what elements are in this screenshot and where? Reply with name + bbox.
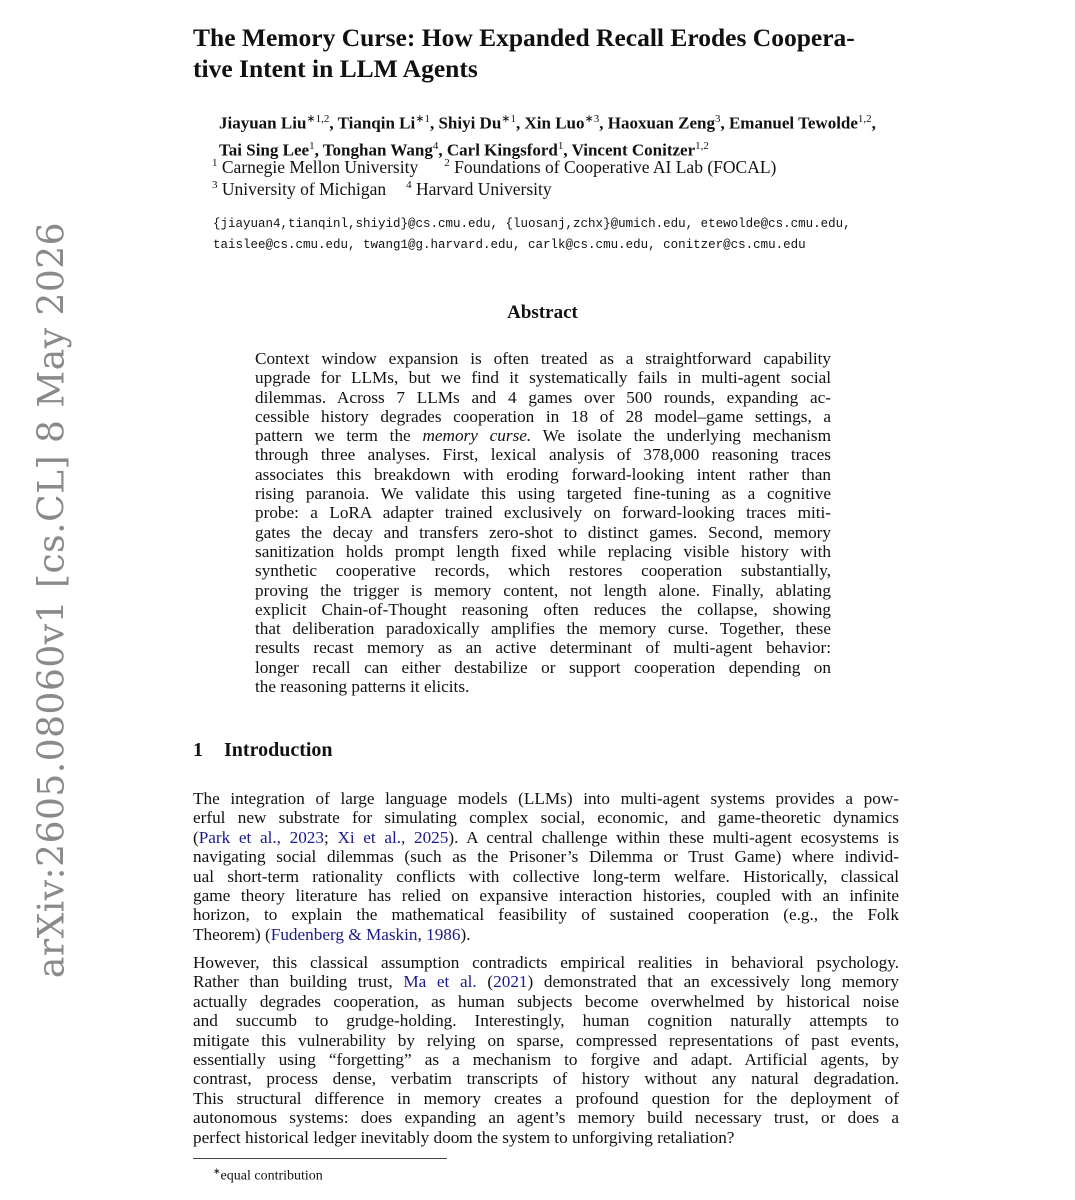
paragraph-line: autonomous systems: does expanding an agent’s memory build necessary trust, or does a (193, 1108, 899, 1128)
abstract-line: rising paranoia. We validate this using targeted fine-tuning as a cognitive (255, 484, 831, 504)
abstract-text (255, 349, 831, 696)
footnote-text: equal contribution (220, 1168, 323, 1184)
citation-link[interactable]: Park et al., 2023 (198, 827, 324, 847)
footnote-rule (193, 1158, 447, 1159)
citation-link[interactable]: Fudenberg & Maskin (270, 924, 418, 944)
paragraph-line: (Park et al., 2023; Xi et al., 2025). A central challenge within these multi-agent ecosystems is (193, 827, 899, 847)
abstract-line: pattern we term the memory curse. We isolate the underlying mechanism (255, 426, 831, 446)
author-affil-mark: ∗3 (584, 113, 600, 125)
paragraph-line: navigating social dilemmas (such as the Prisoner’s Dilemma or Trust Game) where individ- (193, 847, 899, 867)
author-affil-mark: ∗1,2 (306, 113, 330, 125)
affiliation-name: University of Michigan (221, 178, 387, 199)
affiliation-number: 4 (406, 179, 412, 191)
author-affil-mark: 4 (432, 139, 439, 152)
abstract-heading: Abstract (507, 302, 578, 323)
abstract-line: gates the decay and transfers zero-shot to distinct games. Second, memory (255, 522, 831, 542)
author-name: Tianqin Li (337, 113, 416, 133)
paragraph-line: perfect historical ledger inevitably doom the system to unforgiving retaliation? (193, 1127, 735, 1147)
arxiv-stamp: arXiv:2605.08060v1 [cs.CL] 8 May 2026 (31, 221, 73, 979)
abstract-line: probe: a LoRA adapter trained exclusively on forward-looking traces miti- (255, 503, 831, 523)
abstract-line: longer recall can either destabilize or support cooperation depending on (255, 657, 831, 677)
author-line-1: Jiayuan Liu$^{∗1,2}$, Tianqin $Li^{∗1}$, Shiyi $Du^{∗1}$, Xin Luo$^{∗3}$, Haoxuan Zeng$^3$, Emanuel Tewolde$^{1,2}$, (219, 113, 876, 133)
section-number: 1 (193, 739, 203, 761)
affiliation-number: 1 (212, 157, 218, 169)
section-title: Introduction (224, 739, 333, 761)
affiliation-name: Carnegie Mellon University (221, 156, 419, 177)
abstract-line: sanitization holds prompt length fixed while replacing visible history with (255, 541, 831, 561)
affiliation-line-2 (212, 174, 932, 200)
affiliation-number: 2 (444, 157, 450, 169)
abstract-line: the reasoning patterns it elicits. (255, 677, 470, 697)
intro-paragraph-1 (193, 789, 899, 944)
email-line-1: {jiayuan4,tianqinl,shiyid}@cs.cmu.edu, {luosanj,zchx}@umich.edu, etewolde@cs.cmu.edu, (213, 217, 851, 231)
abstract-line: dilemmas. Across 7 LLMs and 4 games over 500 rounds, expanding ac- (255, 387, 831, 407)
paragraph-line: and succumb to grudge-holding. Interestingly, human cognition naturally attempts to (193, 1011, 899, 1031)
paragraph-line: game theory literature has relied on expansive interaction histories, coupled with an infinite (193, 886, 899, 906)
author-name: Vincent Conitzer (571, 140, 696, 160)
email-line-2: taislee@cs.cmu.edu, twang1@g.harvard.edu, carlk@cs.cmu.edu, conitzer@cs.cmu.edu (213, 238, 806, 252)
paragraph-line: actually degrades cooperation, as human subjects become overwhelmed by historical noise (193, 991, 899, 1011)
citation-link[interactable]: Ma et al. (403, 972, 477, 992)
author-emails (213, 214, 933, 256)
citation-link[interactable]: 2021 (493, 972, 528, 992)
paragraph-line: mitigate this vulnerability by relying on sparse, compressed representations of past events, (193, 1030, 899, 1050)
abstract-line: proving the trigger is memory content, not length alone. Finally, ablating (255, 580, 831, 600)
author-line-2: Tai Sing Lee$^1$, Tonghan Wang$^4$, Carl Kingsford$^1$, Vincent Conitzer$^{1,2}$ (219, 139, 709, 160)
abstract-line: synthetic cooperative records, which restores cooperation substantially, (255, 561, 831, 581)
author-affil-mark: 1 (557, 139, 564, 152)
intro-paragraph-2 (193, 953, 899, 1147)
author-name: Xin Luo (524, 113, 585, 133)
abstract-line: cessible history degrades cooperation in 18 of 28 model–game settings, a (255, 406, 831, 426)
author-name: Tai Sing Lee (219, 140, 310, 160)
paper-title (193, 22, 933, 84)
abstract-line: associates this breakdown with eroding forward-looking intent rather than (255, 464, 831, 484)
author-affil-mark: ∗1 (501, 113, 517, 125)
abstract-line: results recast memory as an active determinant of multi-agent behavior: (255, 638, 831, 658)
emphasized-term: memory curse. (422, 426, 532, 446)
affiliation-name: Harvard University (416, 178, 552, 199)
footnote-mark: ∗ (213, 1166, 221, 1176)
title-line-2: tive Intent in LLM Agents (193, 54, 478, 83)
author-affil-mark: 3 (714, 113, 721, 125)
affiliation-number: 3 (212, 179, 218, 191)
author-name: Jiayuan Liu (219, 113, 307, 133)
abstract-line: explicit Chain-of-Thought reasoning often reduces the collapse, showing (255, 599, 831, 619)
paragraph-line: The integration of large language models (LLMs) into multi-agent systems provides a pow- (193, 789, 899, 808)
abstract-line: Context window expansion is often treated as a straightforward capability (255, 349, 831, 368)
author-name: Shiyi Du (438, 113, 502, 133)
abstract-line: that deliberation paradoxically amplifies the memory curse. Together, these (255, 619, 831, 639)
footnote (213, 1162, 323, 1186)
affiliation-name: Foundations of Cooperative AI Lab (FOCAL) (454, 156, 777, 177)
citation-link[interactable]: Xi et al., 2025 (337, 827, 449, 847)
author-affil-mark: 1 (309, 139, 315, 152)
abstract-line: through three analyses. First, lexical analysis of 378,000 reasoning traces (255, 445, 831, 465)
paragraph-line: This structural difference in memory creates a profound question for the deployment of (193, 1088, 899, 1108)
paragraph-line: However, this classical assumption contradicts empirical realities in behavioral psychology. (193, 953, 899, 972)
citation-link[interactable]: 1986 (426, 924, 461, 944)
paragraph-line: Rather than building trust, Ma et al. (2021) demonstrated that an excessively long memory (193, 972, 899, 992)
paragraph-line: horizon, to explain the mathematical feasibility of sustained cooperation (e.g., the Folk (193, 905, 899, 925)
paragraph-line: essentially using “forgetting” as a mechanism to forgive and adapt. Artificial agents, by (193, 1050, 899, 1070)
author-name: Tonghan Wang (322, 140, 433, 160)
paragraph-line: contrast, process dense, verbatim transcripts of history without any natural degradation. (193, 1069, 899, 1089)
abstract-line: upgrade for LLMs, but we find it systematically fails in multi-agent social (255, 368, 831, 388)
author-affil-mark: 1,2 (695, 139, 709, 152)
author-affil-mark: 1,2 (857, 113, 872, 125)
title-line-1: The Memory Curse: How Expanded Recall Erodes Coopera- (193, 23, 855, 52)
paragraph-line: erful new substrate for simulating complex social, economic, and game-theoretic dynamics (193, 808, 899, 828)
paragraph-line: ual short-term rationality conflicts with collective long-term welfare. Historically, classical (193, 866, 899, 886)
paragraph-line: Theorem) (Fudenberg & Maskin, 1986). (193, 924, 471, 944)
author-name: Carl Kingsford (446, 140, 558, 160)
section-heading-introduction (193, 739, 333, 762)
author-name: Haoxuan Zeng (607, 113, 715, 133)
author-name: Emanuel Tewolde (728, 113, 858, 133)
author-affil-mark: ∗1 (415, 113, 430, 125)
